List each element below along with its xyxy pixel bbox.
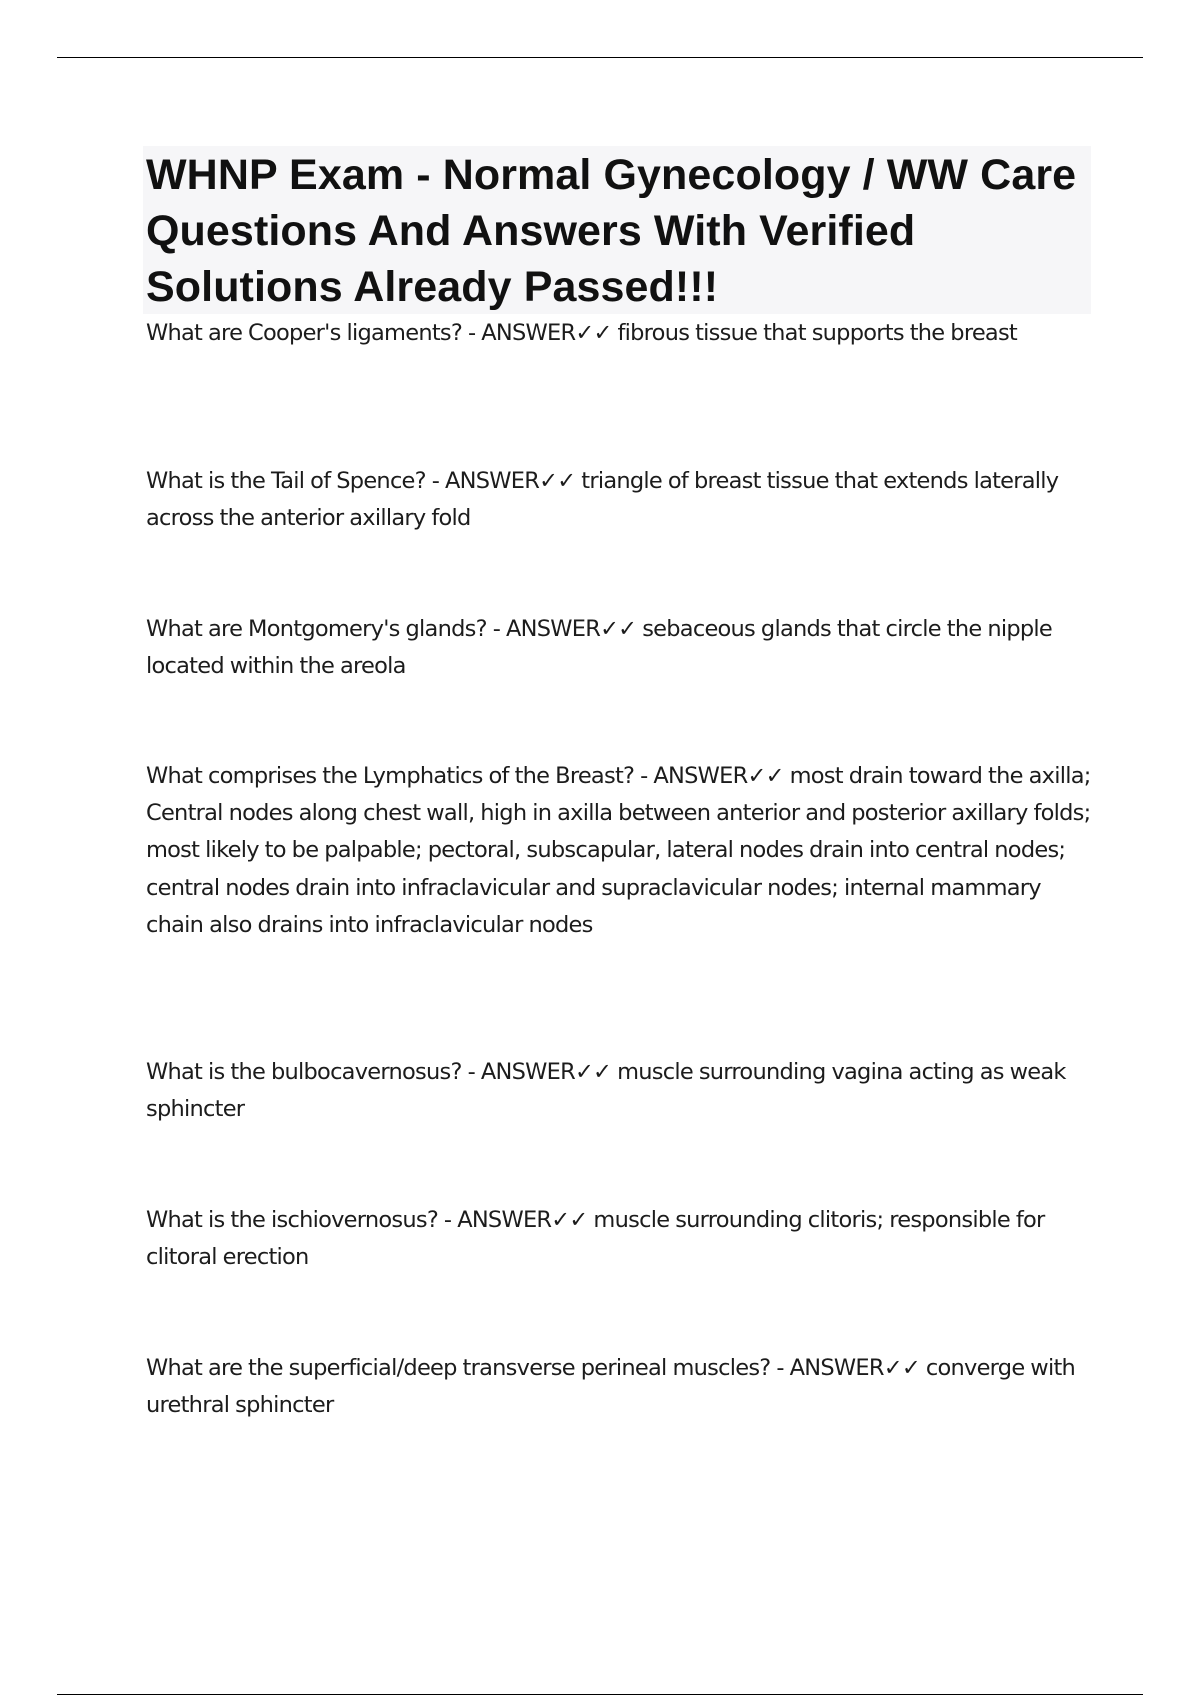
- question-text: What is the bulbocavernosus?: [146, 1059, 462, 1085]
- qa-item: [146, 611, 1091, 685]
- answer-marker: - ANSWER✓✓: [634, 763, 790, 789]
- question-text: What are Cooper's ligaments?: [146, 320, 463, 346]
- qa-item: [146, 315, 1091, 352]
- question-text: What is the Tail of Spence?: [146, 468, 426, 494]
- bottom-rule: [57, 1694, 1143, 1695]
- question-text: What comprises the Lymphatics of the Breast?: [146, 763, 635, 789]
- top-rule: [57, 57, 1143, 58]
- qa-item: [146, 1202, 1091, 1276]
- answer-marker: - ANSWER✓✓: [438, 1207, 594, 1233]
- answer-text: sebaceous glands that circle the nipple located within the areola: [146, 616, 1053, 680]
- qa-item: [146, 758, 1091, 944]
- title-block: [143, 146, 1091, 314]
- qa-item: [146, 463, 1091, 537]
- answer-text: most drain toward the axilla; Central nodes along chest wall, high in axilla between anterior and posterior axillary folds; most likely to be palpable; pectoral, subscapular, lateral nodes drain into central nodes; central nodes drain into infraclavicular and supraclavicular nodes; internal mammary chain also drains into infraclavicular nodes: [146, 763, 1091, 938]
- answer-text: muscle surrounding vagina acting as weak sphincter: [146, 1059, 1066, 1123]
- answer-marker: - ANSWER✓✓: [425, 468, 582, 494]
- question-text: What is the ischiovernosus?: [146, 1207, 439, 1233]
- answer-marker: - ANSWER✓✓: [462, 320, 618, 346]
- answer-text: triangle of breast tissue that extends laterally across the anterior axillary fold: [146, 468, 1059, 532]
- answer-text: muscle surrounding clitoris; responsible for clitoral erection: [146, 1207, 1045, 1271]
- answer-marker: - ANSWER✓✓: [770, 1355, 926, 1381]
- document-title: WHNP Exam - Normal Gynecology / WW Care Questions And Answers With Verified Solutions Already Passed!!!: [146, 151, 1077, 311]
- answer-marker: - ANSWER✓✓: [486, 616, 643, 642]
- answer-text: converge with urethral sphincter: [146, 1355, 1076, 1419]
- answer-marker: - ANSWER✓✓: [461, 1059, 618, 1085]
- question-text: What are Montgomery's glands?: [146, 616, 487, 642]
- question-text: What are the superficial/deep transverse perineal muscles?: [146, 1355, 771, 1381]
- answer-text: fibrous tissue that supports the breast: [617, 320, 1017, 346]
- qa-item: [146, 1054, 1091, 1128]
- qa-item: [146, 1350, 1091, 1424]
